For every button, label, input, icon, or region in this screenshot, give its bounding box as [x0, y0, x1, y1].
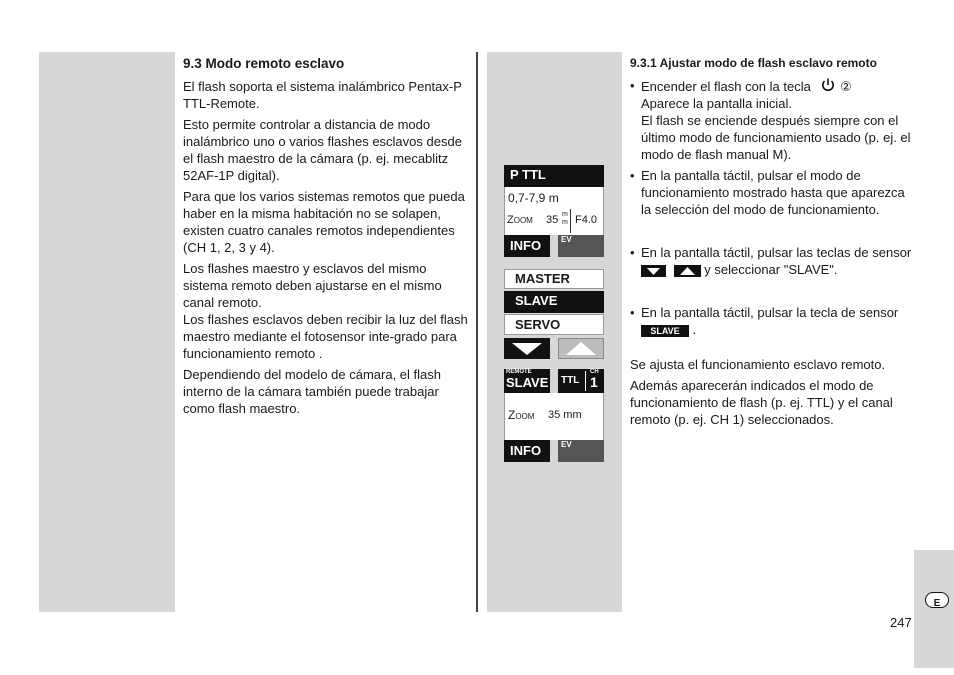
- left-column: [183, 55, 468, 421]
- up-key-icon: [674, 265, 701, 277]
- zoom-unit-bottom: m: [562, 219, 568, 226]
- instruction-text: .: [692, 322, 697, 337]
- mode-button-pttl[interactable]: [504, 165, 604, 187]
- zoom-label: Zoom: [508, 408, 535, 422]
- menu-item-slave[interactable]: [504, 291, 604, 313]
- column-divider: [476, 52, 478, 612]
- down-key-icon: [641, 265, 666, 277]
- paragraph: Esto permite controlar a distancia de modo inalámbrico uno o varios flashes esclavos desde el flash maestro de la cámara (p. ej. mecablitz 52AF-1P digital).: [183, 117, 462, 183]
- instruction-text: En la pantalla táctil, pulsar las teclas de sensor: [641, 245, 912, 260]
- subsection-heading: 9.3.1 Ajustar modo de flash esclavo remoto: [630, 56, 877, 70]
- aperture-value: F4.0: [575, 214, 598, 226]
- menu-item-master[interactable]: [504, 269, 604, 289]
- instruction-4: [630, 304, 912, 338]
- section-heading: 9.3 Modo remoto esclavo: [183, 56, 345, 71]
- page-number: 247: [890, 615, 912, 630]
- instruction-2: [630, 167, 912, 218]
- instruction-3: [630, 244, 912, 278]
- menu-item-label: SLAVE: [515, 293, 558, 308]
- menu-item-label: MASTER: [515, 271, 570, 286]
- power-icon: [820, 77, 836, 93]
- instruction-text: y seleccionar "SLAVE".: [704, 262, 838, 277]
- arrow-up-button[interactable]: [558, 338, 604, 359]
- menu-item-label: SERVO: [515, 317, 561, 332]
- instruction-text: Aparece la pantalla inicial.: [641, 96, 793, 111]
- paragraph: Se ajusta el funcionamiento esclavo remoto.: [630, 357, 886, 372]
- ttl-channel-button[interactable]: [558, 369, 604, 393]
- instruction-text: Encender el flash con la tecla: [641, 79, 811, 94]
- slave-status-button[interactable]: [504, 369, 550, 393]
- thumb-tab: [914, 550, 954, 668]
- instruction-text: El flash se enciende después siempre con el último modo de funcionamiento usado (p. ej. el modo de flash manual M).: [641, 113, 911, 162]
- remote-small-label: REMOTE: [506, 369, 532, 375]
- zoom-value: 35 mm: [548, 409, 582, 421]
- zoom-unit-top: m: [562, 211, 568, 218]
- paragraph: Dependiendo del modelo de cámara, el flash interno de la cámara también puede trabajar como flash maestro.: [183, 367, 442, 416]
- lcd-separator: [570, 209, 571, 233]
- zoom-value: 35: [546, 214, 559, 226]
- ev-button[interactable]: [558, 440, 604, 462]
- paragraph: Para que los varios sistemas remotos que pueda haber en la misma habitación no se solapen, existen cuatro canales remotos independientes (CH 1, 2, 3 y 4).: [183, 189, 465, 255]
- menu-item-servo[interactable]: [504, 314, 604, 335]
- instruction-1: [630, 77, 912, 163]
- ev-button[interactable]: [558, 235, 604, 257]
- paragraph: El flash soporta el sistema inalámbrico Pentax-P TTL-Remote.: [183, 79, 462, 111]
- ch-value: 1: [590, 374, 598, 390]
- paragraph: Además aparecerán indicados el modo de funcionamiento de flash (p. ej. TTL) y el canal remoto (p. ej. CH 1) seleccionados.: [630, 378, 893, 427]
- info-button[interactable]: [504, 235, 550, 257]
- slave-key-icon: SLAVE: [641, 325, 689, 337]
- ch-small-label: CH: [590, 369, 599, 375]
- arrow-down-icon: [504, 338, 550, 359]
- info-button[interactable]: [504, 440, 550, 462]
- lcd-display-2: [504, 393, 604, 440]
- paragraph: Los flashes maestro y esclavos del mismo sistema remoto deben ajustarse en el mismo canal remoto.: [183, 261, 442, 310]
- ttl-label: TTL: [561, 375, 580, 386]
- arrow-down-button[interactable]: [504, 338, 550, 359]
- paragraph: Los flashes esclavos deben recibir la luz del flash maestro mediante el fotosensor inte-grado para funcionamiento remoto .: [183, 312, 468, 361]
- info-label: INFO: [510, 443, 542, 458]
- ttl-ch-divider: [585, 371, 586, 391]
- info-label: INFO: [510, 238, 542, 253]
- zoom-label: Zoom: [507, 214, 533, 226]
- right-column: [630, 55, 912, 432]
- key-number: ②: [840, 79, 852, 94]
- arrow-up-icon: [558, 338, 604, 359]
- lcd-display-1: [504, 187, 604, 235]
- range-readout: 0,7-7,9 m: [508, 191, 559, 205]
- instruction-text: En la pantalla táctil, pulsar la tecla de sensor: [641, 305, 899, 320]
- instruction-text: En la pantalla táctil, pulsar el modo de funcionamiento mostrado hasta que aparezca la selección del modo de funcionamiento.: [641, 168, 905, 217]
- language-label: E: [933, 598, 941, 609]
- mode-label: P TTL: [510, 167, 546, 182]
- ev-label: EV: [561, 440, 572, 449]
- ev-label: EV: [561, 235, 572, 244]
- left-margin-band: [39, 52, 175, 612]
- slave-label: SLAVE: [506, 375, 549, 390]
- language-badge: [925, 592, 949, 608]
